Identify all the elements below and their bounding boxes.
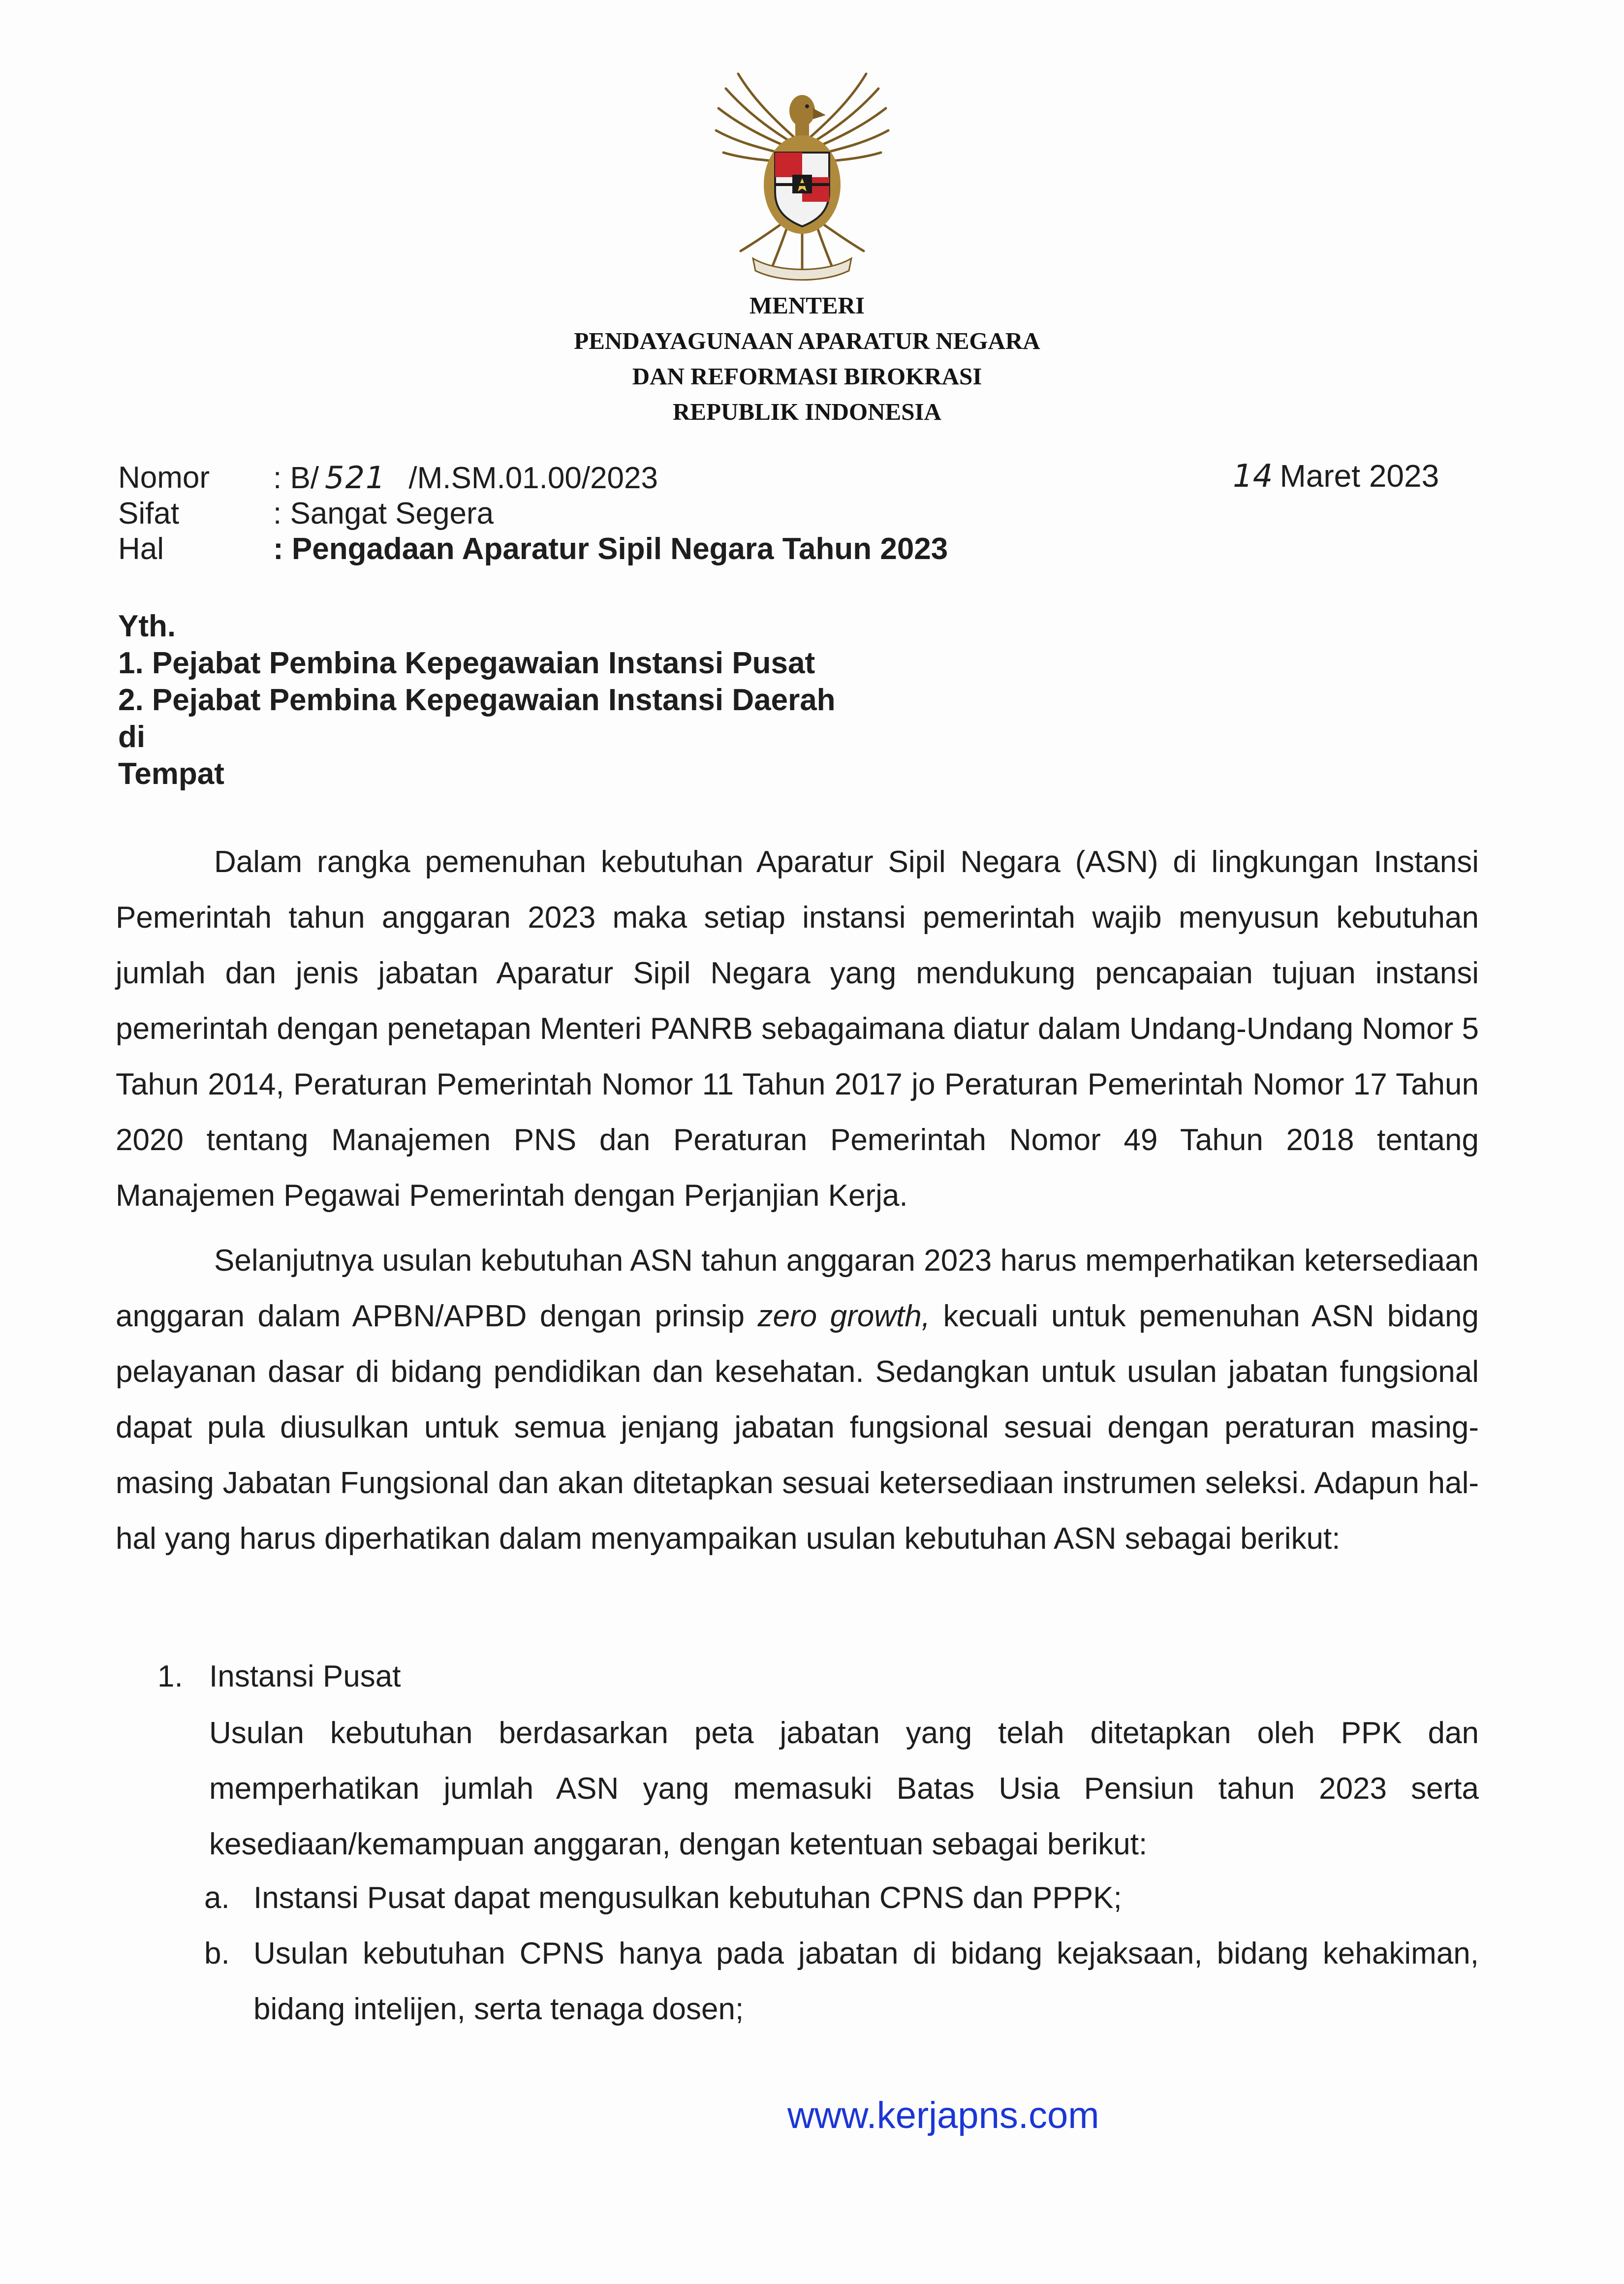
letterhead-title: MENTERI bbox=[749, 292, 865, 319]
list-item bbox=[204, 1870, 1479, 1926]
letterhead-country: REPUBLIK INDONESIA bbox=[673, 398, 941, 425]
section-1-title: Instansi Pusat bbox=[209, 1659, 401, 1693]
list-item bbox=[204, 1926, 1479, 2037]
nomor-label: Nomor bbox=[118, 461, 210, 495]
sifat-value: : Sangat Segera bbox=[273, 497, 494, 531]
letter-date bbox=[1233, 458, 1439, 495]
paragraph-2-text-a: Selanjutnya usulan kebutuhan ASN tahun anggaran 2023 harus memperhatikan ketersediaan anggaran dalam APBN/APBD dengan prinsip bbox=[116, 1244, 1479, 1333]
section-1-number: 1. bbox=[157, 1659, 183, 1693]
hal-label: Hal bbox=[118, 532, 164, 566]
website-link[interactable]: www.kerjapns.com bbox=[787, 2095, 1099, 2136]
list-item-marker: a. bbox=[204, 1881, 230, 1915]
date-day-handwritten: 14 bbox=[1233, 458, 1273, 495]
letter-metadata bbox=[118, 460, 948, 567]
hal-value: : Pengadaan Aparatur Sipil Negara Tahun 2023 bbox=[273, 532, 948, 566]
nomor-handwritten: 521 bbox=[325, 460, 386, 496]
section-1-heading bbox=[157, 1649, 401, 1704]
sifat-row bbox=[118, 496, 948, 532]
garuda-emblem-icon bbox=[699, 64, 906, 290]
salutation: Yth. bbox=[118, 609, 176, 643]
recipients bbox=[118, 608, 836, 792]
hal-row bbox=[118, 532, 948, 567]
recipient-item: 2. Pejabat Pembina Kepegawaian Instansi Daerah bbox=[118, 683, 836, 717]
recipient-tempat: Tempat bbox=[118, 757, 224, 791]
date-month-year: Maret 2023 bbox=[1280, 458, 1439, 494]
letterhead-ministry-2: DAN REFORMASI BIROKRASI bbox=[632, 363, 982, 390]
section-1-sublist bbox=[204, 1870, 1479, 2037]
paragraph-2-text-b: kecuali untuk pemenuhan ASN bidang pelayanan dasar di bidang pendidikan dan kesehatan. Sedangkan untuk usulan jabatan fungsional dapat pula diusulkan untuk semua jenjang jabatan fungsional sesuai dengan peraturan masing-masing Jabatan Fungsional dan akan ditetapkan sesuai ketersediaan instrumen seleksi. Adapun hal-hal yang harus diperhatikan dalam menyampaikan usulan kebutuhan ASN sebagai berikut: bbox=[116, 1299, 1479, 1556]
recipient-di: di bbox=[118, 720, 146, 754]
body-paragraph-1 bbox=[116, 834, 1479, 1223]
paragraph-1-text: Dalam rangka pemenuhan kebutuhan Aparatur Sipil Negara (ASN) di lingkungan Instansi Pemerintah tahun anggaran 2023 maka setiap instansi pemerintah wajib menyusun kebutuhan jumlah dan jenis jabatan Aparatur Sipil Negara yang mendukung pencapaian tujuan instansi pemerintah dengan penetapan Menteri PANRB sebagaimana diatur dalam Undang-Undang Nomor 5 Tahun 2014, Peraturan Pemerintah Nomor 11 Tahun 2017 jo Peraturan Pemerintah Nomor 17 Tahun 2020 tentang Manajemen PNS dan Peraturan Pemerintah Nomor 49 Tahun 2018 tentang Manajemen Pegawai Pemerintah dengan Perjanjian Kerja. bbox=[116, 845, 1479, 1213]
nomor-prefix: : B/ bbox=[273, 461, 319, 495]
section-1-paragraph: Usulan kebutuhan berdasarkan peta jabatan yang telah ditetapkan oleh PPK dan memperhatikan jumlah ASN yang memasuki Batas Usia Pensiun tahun 2023 serta kesediaan/kemampuan anggaran, dengan ketentuan sebagai berikut: bbox=[209, 1716, 1479, 1861]
paragraph-2-italic: zero growth, bbox=[757, 1299, 930, 1333]
list-item-text: Usulan kebutuhan CPNS hanya pada jabatan di bidang kejaksaan, bidang kehakiman, bidang intelijen, serta tenaga dosen; bbox=[253, 1937, 1479, 2026]
nomor-suffix: /M.SM.01.00/2023 bbox=[408, 461, 658, 495]
nomor-value bbox=[273, 460, 658, 496]
letterhead-ministry: PENDAYAGUNAAN APARATUR NEGARA bbox=[574, 327, 1040, 354]
body-paragraph-2 bbox=[116, 1233, 1479, 1566]
letterhead bbox=[443, 288, 1171, 430]
nomor-row bbox=[118, 460, 948, 496]
sifat-label: Sifat bbox=[118, 497, 180, 531]
recipient-item: 1. Pejabat Pembina Kepegawaian Instansi Pusat bbox=[118, 646, 815, 680]
list-item-text: Instansi Pusat dapat mengusulkan kebutuhan CPNS dan PPPK; bbox=[253, 1881, 1122, 1915]
list-item-marker: b. bbox=[204, 1937, 230, 1971]
